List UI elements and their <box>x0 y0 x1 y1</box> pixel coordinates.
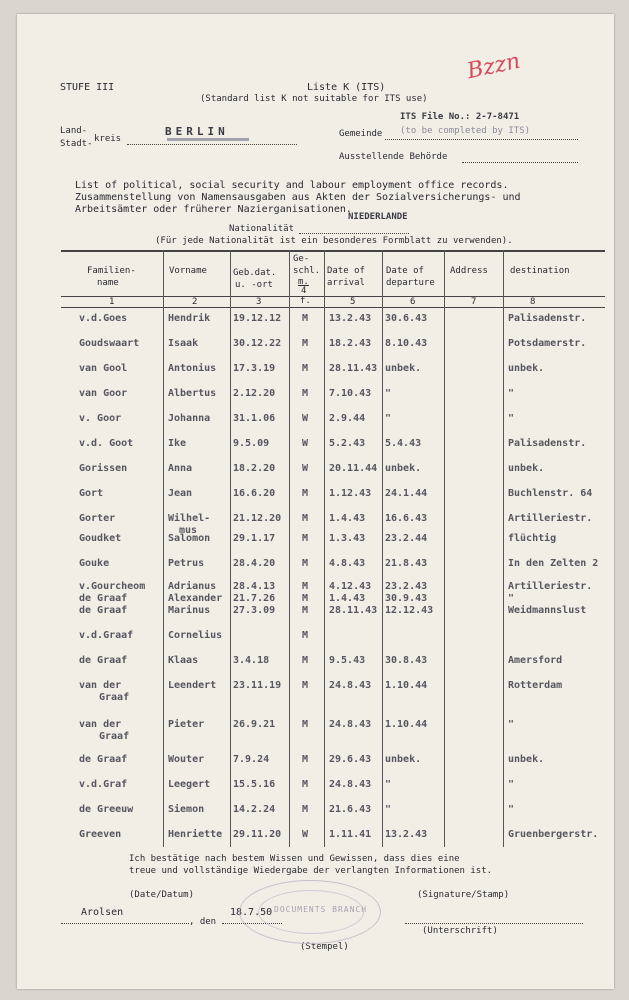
cell-dest: " <box>508 719 515 730</box>
cell-dest: Palisadenstr. <box>508 313 587 324</box>
cell-geb: 7.9.24 <box>233 754 270 765</box>
cell-dest: unbek. <box>508 754 545 765</box>
gemeinde-line <box>385 139 578 140</box>
cell-dep: 5.4.43 <box>385 438 422 449</box>
col-header-gebdat: Geb.dat. <box>233 268 277 278</box>
column-divider <box>289 250 290 847</box>
cell-geb: 28.4.20 <box>233 558 276 569</box>
cell-name: v.d.Graaf <box>79 630 134 641</box>
signature-label: (Signature/Stamp) <box>417 890 510 900</box>
cell-dest: Artilleriestr. <box>508 513 593 524</box>
cell-geb: 14.2.24 <box>233 804 276 815</box>
cell-name: van der <box>79 680 122 691</box>
cell-sex: M <box>302 593 309 604</box>
column-divider <box>324 250 325 847</box>
cell-vorname: Marinus <box>168 605 211 616</box>
cell-vorname: Isaak <box>168 338 199 349</box>
cell-geb: 9.5.09 <box>233 438 270 449</box>
cell-geb: 31.1.06 <box>233 413 276 424</box>
cell-arr: 1.4.43 <box>329 593 366 604</box>
cell-sex: M <box>302 605 309 616</box>
col-header-vorname: Vorname <box>169 266 207 276</box>
place-line <box>61 923 189 924</box>
cell-arr: 4.8.43 <box>329 558 366 569</box>
cell-sex: M <box>302 630 309 641</box>
cell-dest: " <box>508 779 515 790</box>
cell-dest: Buchlenstr. 64 <box>508 488 593 499</box>
cell-dep: 30.9.43 <box>385 593 428 604</box>
cell-sex: M <box>302 533 309 544</box>
cell-sex: W <box>302 829 309 840</box>
cell-name: v.d.Graf <box>79 779 128 790</box>
cell-sex: M <box>302 655 309 666</box>
cell-dep: unbek. <box>385 754 422 765</box>
kreis-label: kreis <box>94 134 122 144</box>
cell-vorname: Henriette <box>168 829 223 840</box>
cell-dest: " <box>508 413 515 424</box>
cell-geb: 29.1.17 <box>233 533 276 544</box>
cell-name: Greeven <box>79 829 122 840</box>
stufe-label: STUFE III <box>60 82 115 93</box>
office-stamp-text: DOCUMENTS BRANCH <box>274 905 368 914</box>
land-label: Land- <box>60 126 88 136</box>
cell-sex: M <box>302 488 309 499</box>
col-header-familienname-2: name <box>97 278 119 288</box>
description-de-2: Arbeitsämter oder früherer Nazierganisationen. <box>75 204 352 215</box>
cell-geb: 21.12.20 <box>233 513 282 524</box>
cell-name: van der <box>79 719 122 730</box>
col-number-3: 3 <box>256 297 262 307</box>
cell-dep: 1.10.44 <box>385 719 428 730</box>
column-divider <box>163 250 164 847</box>
office-stamp <box>239 880 381 944</box>
cell-name: de Graaf <box>79 593 128 604</box>
cell-sex: M <box>302 581 309 592</box>
column-divider <box>230 250 231 847</box>
cell-geb: 3.4.18 <box>233 655 270 666</box>
cell-dest: Rotterdam <box>508 680 563 691</box>
behoerde-line <box>462 162 578 163</box>
signature-line <box>405 923 583 924</box>
cell-vorname: Hendrik <box>168 313 211 324</box>
stempel-label: (Stempel) <box>300 942 349 952</box>
cell-sex: W <box>302 413 309 424</box>
col-number-1: 1 <box>109 297 115 307</box>
cell-sex: M <box>302 338 309 349</box>
cell-vorname: Johanna <box>168 413 211 424</box>
cell-arr: 28.11.43 <box>329 363 378 374</box>
document-sheet <box>17 14 614 989</box>
cell-geb: 15.5.16 <box>233 779 276 790</box>
cell-geb: 21.7.26 <box>233 593 276 604</box>
cell-sex: M <box>302 779 309 790</box>
cell-dep: 13.2.43 <box>385 829 428 840</box>
cell-vorname: Albertus <box>168 388 217 399</box>
cell-dep: 23.2.44 <box>385 533 428 544</box>
cell-sex: M <box>302 513 309 524</box>
cell-arr: 2.9.44 <box>329 413 366 424</box>
cell-dest: Amersford <box>508 655 563 666</box>
cell-dest: Potsdamerstr. <box>508 338 587 349</box>
column-divider <box>503 250 504 847</box>
cell-vorname: Petrus <box>168 558 205 569</box>
cell-geb: 19.12.12 <box>233 313 282 324</box>
cell-name: v.d.Goes <box>79 313 128 324</box>
cell-vorname: Leendert <box>168 680 217 691</box>
cell-vorname: Jean <box>168 488 193 499</box>
col-header-sex-f: f. <box>300 296 311 306</box>
cell-geb: 17.3.19 <box>233 363 276 374</box>
cell-arr: 18.2.43 <box>329 338 372 349</box>
cell-sex: M <box>302 558 309 569</box>
cell-sex: W <box>302 463 309 474</box>
cell-dest: In den Zelten 2 <box>508 558 599 569</box>
cell-arr: 1.11.41 <box>329 829 372 840</box>
table-header-rule <box>61 296 605 297</box>
den-label: , den <box>189 917 217 927</box>
cell-geb: 16.6.20 <box>233 488 276 499</box>
column-divider <box>382 250 383 847</box>
cell-dep: unbek. <box>385 463 422 474</box>
col-number-8: 8 <box>530 297 536 307</box>
col-header-address: Address <box>450 266 488 276</box>
col-header-departure: Date of <box>386 266 424 276</box>
cell-geb: 18.2.20 <box>233 463 276 474</box>
col-number-7: 7 <box>471 297 477 307</box>
handwritten-annotation: Bzzn <box>464 48 523 85</box>
cell-vorname: Salomon <box>168 533 211 544</box>
date-label: (Date/Datum) <box>129 890 195 900</box>
cell-dep: 16.6.43 <box>385 513 428 524</box>
cell-dep: 21.8.43 <box>385 558 428 569</box>
cell-arr: 7.10.43 <box>329 388 372 399</box>
col-number-5: 5 <box>350 297 356 307</box>
cell-dep: 8.10.43 <box>385 338 428 349</box>
cell-name: Goudswaart <box>79 338 140 349</box>
cell-name: v. Goor <box>79 413 122 424</box>
cell-dest: " <box>508 593 515 604</box>
table-number-rule <box>61 307 605 308</box>
kreis-value: BERLIN <box>165 125 229 138</box>
unterschrift-label: (Unterschrift) <box>422 926 498 936</box>
cell-vorname: Cornelius <box>168 630 223 641</box>
cell-geb: 26.9.21 <box>233 719 276 730</box>
cell-vorname: Wilhel- <box>168 513 211 524</box>
col-number-6: 6 <box>410 297 416 307</box>
col-number-4: 4 <box>301 286 307 296</box>
cell-name: de Graaf <box>79 754 128 765</box>
cell-vorname: Adrianus <box>168 581 217 592</box>
cell-sex: M <box>302 388 309 399</box>
nationality-label: Nationalität <box>229 224 295 234</box>
cell-arr: 9.5.43 <box>329 655 366 666</box>
confirmation-line-2: treue und vollständige Wiedergabe der verlangten Informationen ist. <box>129 866 493 876</box>
cell-name: de Graaf <box>79 655 128 666</box>
cell-arr: 24.8.43 <box>329 779 372 790</box>
cell-vorname: Pieter <box>168 719 205 730</box>
behoerde-label: Ausstellende Behörde <box>339 152 448 162</box>
cell-dep: unbek. <box>385 363 422 374</box>
cell-name-continued: Graaf <box>99 731 130 742</box>
col-header-familienname: Familien- <box>87 266 136 276</box>
col-header-arrival: Date of <box>327 266 365 276</box>
cell-vorname: Anna <box>168 463 193 474</box>
cell-name-continued: Graaf <box>99 692 130 703</box>
cell-vorname: Leegert <box>168 779 211 790</box>
cell-name: Gouke <box>79 558 110 569</box>
cell-dep: 30.6.43 <box>385 313 428 324</box>
col-number-2: 2 <box>192 297 198 307</box>
cell-geb: 23.11.19 <box>233 680 282 691</box>
cell-name: Gort <box>79 488 104 499</box>
cell-vorname: Wouter <box>168 754 205 765</box>
cell-sex: M <box>302 363 309 374</box>
its-file-number: ITS File No.: 2-7-8471 <box>400 112 520 122</box>
cell-dep: " <box>385 804 392 815</box>
col-header-geschlecht: Ge- <box>293 254 310 264</box>
stadt-label: Stadt- <box>60 139 93 149</box>
cell-name: van Gool <box>79 363 128 374</box>
cell-dest: Palisadenstr. <box>508 438 587 449</box>
cell-arr: 13.2.43 <box>329 313 372 324</box>
cell-vorname: Klaas <box>168 655 199 666</box>
date-value: 18.7.50 <box>230 907 273 918</box>
cell-sex: W <box>302 438 309 449</box>
cell-geb: 29.11.20 <box>233 829 282 840</box>
cell-arr: 1.4.43 <box>329 513 366 524</box>
cell-name: v.Gourcheom <box>79 581 146 592</box>
cell-arr: 4.12.43 <box>329 581 372 592</box>
cell-arr: 24.8.43 <box>329 680 372 691</box>
cell-dep: 1.10.44 <box>385 680 428 691</box>
col-header-arrival-2: arrival <box>327 278 365 288</box>
cell-name: de Graaf <box>79 605 128 616</box>
cell-name: de Greeuw <box>79 804 134 815</box>
cell-name: van Goor <box>79 388 128 399</box>
table-top-rule <box>61 250 605 252</box>
cell-dest: unbek. <box>508 463 545 474</box>
cell-dest: unbek. <box>508 363 545 374</box>
cell-dest: Gruenbergerstr. <box>508 829 599 840</box>
strikeout-mark <box>167 138 249 141</box>
col-header-departure-2: departure <box>386 278 435 288</box>
cell-arr: 28.11.43 <box>329 605 378 616</box>
cell-arr: 29.6.43 <box>329 754 372 765</box>
cell-vorname: Ike <box>168 438 187 449</box>
cell-geb: 27.3.09 <box>233 605 276 616</box>
cell-vorname: Siemon <box>168 804 205 815</box>
cell-vorname: Antonius <box>168 363 217 374</box>
cell-arr: 1.12.43 <box>329 488 372 499</box>
cell-dep: " <box>385 413 392 424</box>
column-divider <box>444 250 445 847</box>
nationality-note: (Für jede Nationalität ist ein besonderes Formblatt zu verwenden). <box>155 236 513 246</box>
cell-arr: 1.3.43 <box>329 533 366 544</box>
cell-dep: 30.8.43 <box>385 655 428 666</box>
cell-arr: 21.6.43 <box>329 804 372 815</box>
col-header-geschlecht-2: schl. <box>293 266 321 276</box>
cell-vorname-continued: mus <box>179 525 198 536</box>
cell-dest: " <box>508 388 515 399</box>
description-en: List of political, social security and labour employment office records. <box>75 180 509 191</box>
cell-dep: " <box>385 388 392 399</box>
place-value: Arolsen <box>81 907 124 918</box>
cell-sex: M <box>302 680 309 691</box>
nationality-line <box>299 233 409 234</box>
col-header-sex-m: m. <box>298 277 309 287</box>
cell-dep: 23.2.43 <box>385 581 428 592</box>
cell-dep: 12.12.43 <box>385 605 434 616</box>
cell-name: v.d. Goot <box>79 438 134 449</box>
cell-sex: M <box>302 804 309 815</box>
cell-sex: M <box>302 754 309 765</box>
confirmation-line-1: Ich bestätige nach bestem Wissen und Gewissen, dass dies eine <box>129 854 460 864</box>
nationality-value: NIEDERLANDE <box>348 212 408 222</box>
cell-dep: 24.1.44 <box>385 488 428 499</box>
cell-dep: " <box>385 779 392 790</box>
gemeinde-label: Gemeinde <box>339 129 383 139</box>
col-header-gebdat-2: u. -ort <box>235 280 273 290</box>
cell-arr: 20.11.44 <box>329 463 378 474</box>
cell-sex: M <box>302 719 309 730</box>
cell-name: Gorissen <box>79 463 128 474</box>
list-subtitle: (Standard list K not suitable for ITS use) <box>200 94 428 104</box>
cell-vorname: Alexander <box>168 593 223 604</box>
cell-dest: flüchtig <box>508 533 557 544</box>
cell-dest: Artilleriestr. <box>508 581 593 592</box>
cell-arr: 24.8.43 <box>329 719 372 730</box>
cell-arr: 5.2.43 <box>329 438 366 449</box>
cell-geb: 30.12.22 <box>233 338 282 349</box>
cell-dest: Weidmannslust <box>508 605 587 616</box>
kreis-line <box>127 144 297 145</box>
cell-dest: " <box>508 804 515 815</box>
cell-name: Goudket <box>79 533 122 544</box>
list-title: Liste K (ITS) <box>307 82 386 93</box>
col-header-destination: destination <box>510 266 570 276</box>
cell-name: Gorter <box>79 513 116 524</box>
cell-sex: M <box>302 313 309 324</box>
description-de-1: Zusammenstellung von Namensausgaben aus Akten der Sozialversicherungs- und <box>75 192 521 203</box>
its-file-note: (to be completed by ITS) <box>400 126 531 136</box>
cell-geb: 2.12.20 <box>233 388 276 399</box>
cell-geb: 28.4.13 <box>233 581 276 592</box>
